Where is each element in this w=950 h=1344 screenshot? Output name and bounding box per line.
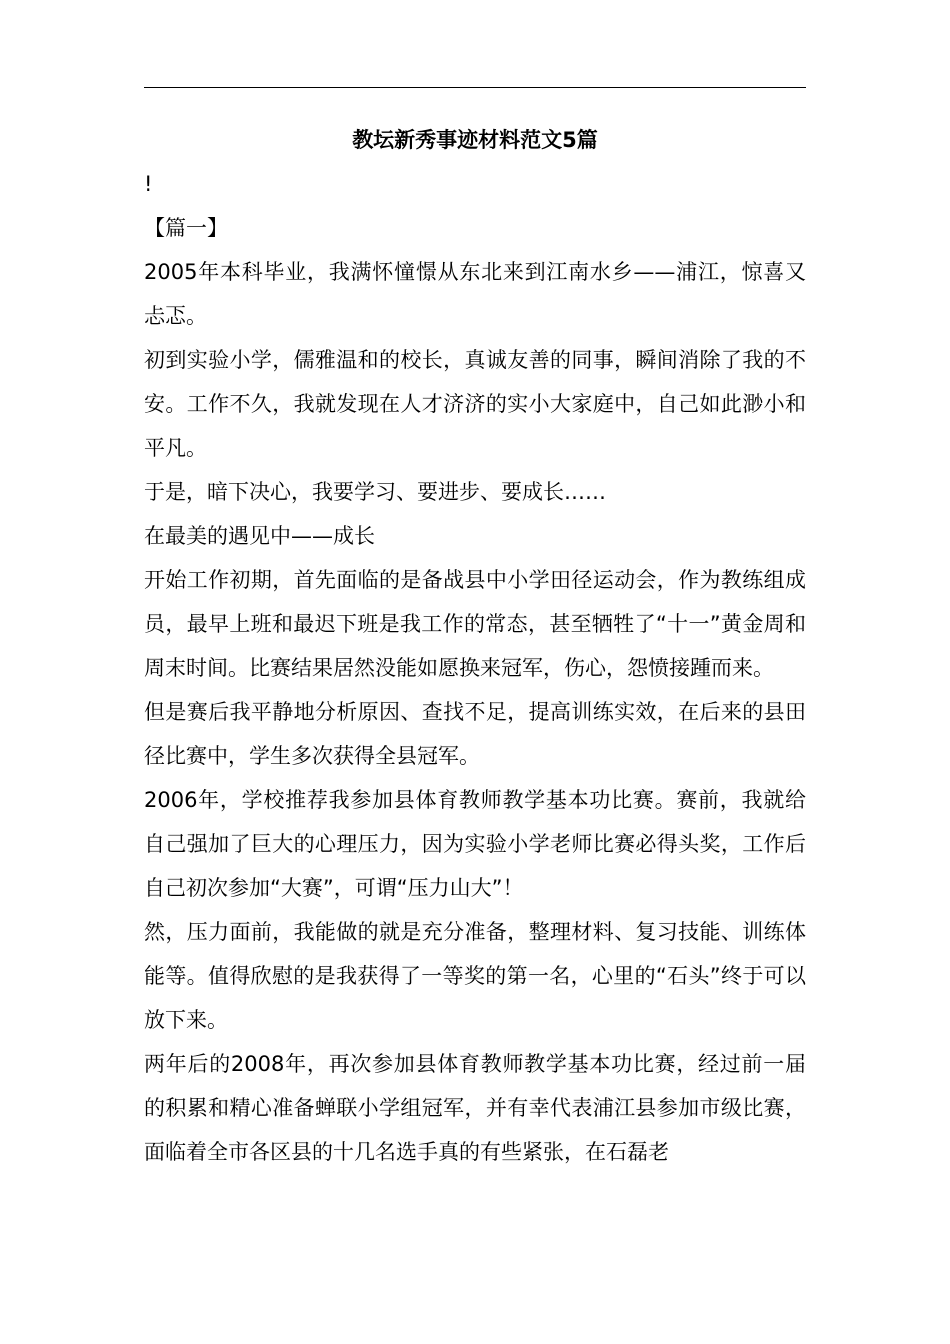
paragraph: 初到实验小学，儒雅温和的校长，真诚友善的同事，瞬间消除了我的不安。工作不久，我就发现在人才济济的实小大家庭中，自己如此渺小和平凡。 [144, 348, 806, 460]
header-rule [144, 87, 806, 88]
paragraph: 2006年，学校推荐我参加县体育教师教学基本功比赛。赛前，我就给自己强加了巨大的心理压力，因为实验小学老师比赛必得头奖，工作后自己初次参加“大赛”，可谓“压力山大”！ [144, 788, 806, 900]
paragraph: 开始工作初期，首先面临的是备战县中小学田径运动会，作为教练组成员，最早上班和最迟下班是我工作的常态，甚至牺牲了“十一”黄金周和周末时间。比赛结果居然没能如愿换来冠军，伤心，怨愤接踵而来。 [144, 568, 806, 680]
paragraph: 两年后的2008年，再次参加县体育教师教学基本功比赛，经过前一届的积累和精心准备蝉联小学组冠军，并有幸代表浦江县参加市级比赛，面临着全市各区县的十几名选手真的有些紧张，在石磊老 [144, 1052, 806, 1164]
paragraph: 但是赛后我平静地分析原因、查找不足，提高训练实效，在后来的县田径比赛中，学生多次获得全县冠军。 [144, 700, 806, 768]
section-heading: 【篇一】 [144, 216, 228, 240]
subsection-heading: 在最美的遇见中——成长 [144, 524, 375, 548]
document-body [144, 118, 806, 1174]
paragraph: 于是，暗下决心，我要学习、要进步、要成长…… [144, 480, 606, 504]
paragraph: 2005年本科毕业，我满怀憧憬从东北来到江南水乡——浦江，惊喜又忐忑。 [144, 260, 806, 328]
paragraph-exclamation: ! [144, 172, 153, 196]
document-title: 教坛新秀事迹材料范文5篇 [352, 128, 598, 152]
paragraph: 然，压力面前，我能做的就是充分准备，整理材料、复习技能、训练体能等。值得欣慰的是我获得了一等奖的第一名，心里的“石头”终于可以放下来。 [144, 920, 806, 1032]
